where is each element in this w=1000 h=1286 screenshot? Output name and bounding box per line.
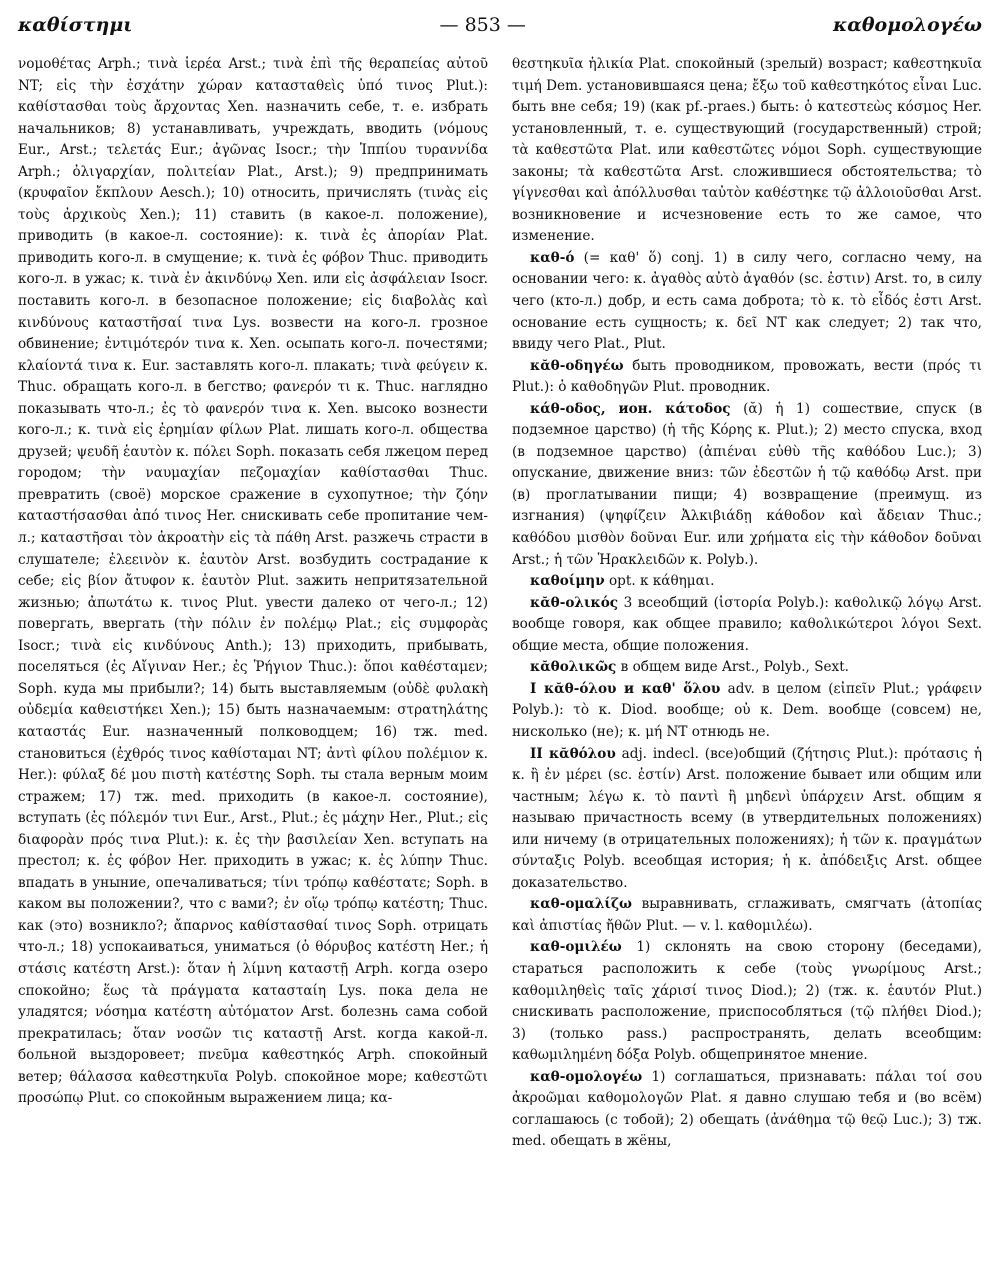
entry-headword: καθ-ομαλίζω [530, 896, 632, 913]
entry-definition: в общем виде Arst., Polyb., Sext. [620, 659, 850, 676]
entry-definition: (ᾰ) ἡ 1) сошествие, спуск (в подземное царство) (ἡ τῆς Κόρης κ. Plut.); 2) место спуска, вход (в подземное царство) (ἀπιέναι εὐθὺ τῆς καθόδου Luc.); 3) опускание, движение вниз: τῶν ἐδεστῶν ἡ τῷ καθόδῳ Arst. при (в) проглатывании пищи; 4) возвращение (преимущ. из изгнания) (ψηφίζειν Ἀλκιβιάδῃ κάθοδον καὶ ἄδειαν Thuc.; καθόδου μισθὸν δοῦναι Eur. или χρήματα εἰς τὴν κάθοδον δοῦναι Arst.; ἡ τῶν Ἡρακλειδῶν κ. Polyb.). [512, 400, 983, 568]
dictionary-entry [512, 894, 982, 937]
entry-headword: καθ-ομολογέω [530, 1068, 643, 1085]
entry-headword: κᾰθολικῶς [530, 659, 617, 676]
right-column [512, 54, 982, 1153]
header-left-headword: καθίστημι [18, 14, 133, 36]
entry-headword: καθ-ό [530, 249, 575, 266]
entry-definition: выравнивать, сглаживать, смягчать (ἀτοπίας καὶ ἀπιστίας ἤθῶν Plut. — v. l. καθομιλέω). [512, 896, 982, 934]
dictionary-entry [512, 248, 982, 356]
entry-headword: καθ-ομιλέω [530, 939, 622, 956]
dictionary-entry [512, 356, 982, 399]
dictionary-entry [512, 744, 982, 895]
entry-headword: καθοίμην [530, 573, 605, 590]
entry-definition: 1) соглашаться, признавать: πάλαι τοί σου ἀκροῶμαι καθομολογῶν Plat. я давно слушаю тебя и (во всём) соглашаюсь (с тобой); 2) обещать (ἀνάθημα τῷ θεῷ Luc.); 3) тж. med. обещать в жёны, [512, 1068, 982, 1150]
entry-headword: κᾰθ-οδηγέω [530, 357, 624, 374]
dictionary-entry [512, 593, 982, 658]
entry-definition: 3 всеобщий (ἱστορία Polyb.): καθολικῷ λόγῳ Arst. вообще говоря, как общее правило; καθολικώτεροι λόγοι Sext. общие места, общие положения. [512, 594, 982, 654]
left-column [18, 54, 488, 1153]
dictionary-entry [512, 937, 982, 1066]
entry-definition: adj. indecl. (все)общий (ζήτησις Plut.): πρότασις ἡ κ. ἢ ἐν μέρει (sc. ἐστίν) Arst. положение бывает или общим или частным; λέγω κ. τὸ παντὶ ἢ μηδενὶ ὑπάρχειν Arst. общим я называю причастность всему (в утвердительных положениях) или ничему (в отрицательных положениях); ἡ τῶν κ. πραγμάτων σύνταξις Polyb. всеобщая история; ἡ κ. ἀπόδειξις Arst. общее доказательство. [512, 745, 982, 891]
dictionary-entry [512, 1067, 982, 1153]
entry-definition: (= καθ' ὅ) conj. 1) в силу чего, согласно чему, на основании чего: κ. ἀγαθὸς αὐτὸ ἀγαθόν (sc. ἐστιν) Arst. то, в силу чего (кто-л.) добр, и есть сама доброта; τὸ κ. τὸ εἶδός ἐστι Arst. основание есть сущность; κ. δεῖ NT как следует; 2) так что, ввиду чего Plat., Plut. [512, 249, 982, 353]
entry-definition: opt. к κάθημαι. [608, 573, 715, 590]
entry-headword: κᾰθ-ολικός [530, 594, 619, 611]
entry-headword: κάθ-οδος, ион. κάτοδος [530, 400, 731, 417]
entry-definition: быть проводником, провожать, вести (πρός τι Plut.): ὁ καθοδηγῶν Plut. проводник. [512, 357, 982, 396]
header-right-headword: καθομολογέω [833, 14, 982, 36]
dictionary-entry [512, 399, 982, 571]
dictionary-entry [512, 571, 982, 593]
entry-definition: 1) склонять на свою сторону (беседами), стараться расположить к себе (τοὺς γνωρίμους Arst.; καθομιληθεὶς ταῖς χάρισί τινος Diod.); 2) (тж. κ. ἑαυτόν Plut.) снискивать расположение, приспособляться (τῷ πλήθει Diod.); 3) (только pass.) распространять, делать всеобщим: καθωμιλημένη δόξα Polyb. общепринятое мнение. [512, 939, 982, 1064]
entry-continuation: νομοθέτας Arph.; τινὰ ἱερέα Arst.; τινὰ ἐπὶ τῆς θεραπείας αὐτοῦ NT; εἰς τὴν ἐσχάτην χώραν κατασταθεὶς ὑπό τινος Plut.): καθίστασθαι τοὺς ἄρχοντας Xen. назначить себе, т. е. избрать начальников; 8) устанавливать, учреждать, вводить (νόμους Eur., Arst.; τελετάς Eur.; ἀγῶνας Isocr.; τὴν Ἱππίου τυραννίδα Arph.; ὀλιγαρχίαν, πολιτείαν Plat., Arst.); 9) предпринимать (κρυφαῖον ἔκπλουν Aesch.); 10) относить, причислять (τινὰς εἰς τοὺς ἀρχικοὺς Xen.); 11) ставить (в какое-л. положение), приводить (в какое-л. состояние): κ. τινὰ ἐς ἀπορίαν Plat. приводить кого-л. в смущение; κ. τινὰ ἐς φόβον Thuc. приводить кого-л. в ужас; κ. τινὰ ἐν ἀκινδύνῳ Xen. или εἰς ἀσφάλειαν Isocr. поставить кого-л. в безопасное положение; εἰς διαβολὰς καὶ κινδύνους καταστῆσαί τινα Lys. возвести на кого-л. грозное обвинение; ἐντιμότερόν τινα κ. Xen. осыпать кого-л. почестями; κλαίοντά τινα κ. Eur. заставлять кого-л. плакать; τινὰ φεύγειν κ. Thuc. обращать кого-л. в бегство; φανερόν τι κ. Thuc. наглядно показывать что-л.; ἐς τὸ φανερόν τινα κ. Xen. высоко вознести кого-л.; κ. τινὰ εἰς ἐρημίαν φίλων Plat. лишать кого-л. общества друзей; ψευδῆ ἑαυτὸν κ. πόλει Soph. показать себя лжецом перед городом; τὴν ναυμαχίαν πεζομαχίαν καθίστασθαι Thuc. превратить (своё) морское сражение в сухопутное; τὴν ζόην καταστήσασθαι ἀπό τινος Her. снискивать себе пропитание чем-л.; καταστῆσαι τὸν ἀκροατὴν εἰς τὰ πάθη Arst. разжечь страсти в слушателе; ἐλεεινὸν κ. ἑαυτὸν Arst. возбудить сострадание к себе; εἰς βίον ἄτυφον κ. ἑαυτὸν Plut. зажить непритязательной жизнью; ἀπωτάτω κ. τινος Plut. увести далеко от чего-л.; 12) повергать, ввергать (τὴν πόλιν ἐν πολέμῳ Plat.; εἰς συμφορὰς Isocr.; τινὰ εἰς κινδύνους Anth.); 13) приходить, прибывать, поселяться (ἐς Αἴγιναν Her.; ἐς Ῥήγιον Thuc.): ὅποι καθέσταμεν; Soph. куда мы прибыли?; 14) быть выставляемым (οὐδὲ φυλακὴ οὐδεμία καθειστήκει Xen.); 15) быть назначаемым: στρατηλάτης καταστάς Eur. назначенный полководцем; 16) тж. med. становиться (ἐχθρός τινος καθίσταμαι NT; ἀντὶ φίλου πολέμιον κ. Her.): φύλαξ δέ μου πιστὴ κατέστης Soph. ты стала верным моим стражем; 17) тж. med. приходить (в какое-л. состояние), вступать (ἐς πόλεμόν τινι Eur., Arst., Plut.; ἐς μάχην Her., Plut.; εἰς διαφορὰν πρός τινα Plut.): κ. ἐς τὴν βασιλείαν Xen. вступать на престол; κ. ἐς φόβον Her. приходить в ужас; κ. ἐς λύπην Thuc. впадать в уныние, опечаливаться; τίνι τρόπῳ καθέστατε; Soph. в каком вы положении?, что с вами?; ἐν οἵῳ τρόπῳ κατέστη; Thuc. как (это) возникло?; ἄπαρνος καθίστασθαί τινος Soph. отрицать что-л.; 18) успокаиваться, униматься (ὁ θόρυβος κατέστη Her.; ἡ στάσις κατέστη Arst.): ὅταν ἡ λίμνη καταστῇ Arph. когда озеро спокойно; ἕως τὰ πράγματα κατασταίη Lys. пока дела не уладятся; νόσημα κατέστη αὐτόματον Arst. болезнь сама собой прекратилась; ὅταν νοσῶν τις καταστῇ Arst. когда какой-л. больной выздоровеет; πνεῦμα καθεστηκός Arph. спокойный ветер; θάλασσα καθεστηκυῖα Polyb. спокойное море; καθεστῶτι προσώπῳ Plut. со спокойным выражением лица; κα- [18, 56, 488, 1107]
entry-continuation: θεστηκυῖα ἡλικία Plat. спокойный (зрелый) возраст; καθεστηκυῖα τιμή Dem. установившаяся цена; ἔξω τοῦ καθεστηκότος εἶναι Luc. быть вне себя; 19) (как pf.-praes.) быть: ὁ κατεστεὼς κόσμος Her. установленный, т. е. существующий (государственный) строй; τὰ καθεστῶτα Plat. или καθεστῶτες νόμοι Soph. существующие законы; τὰ καθεστῶτα Arst. сложившиеся обстоятельства; τὸ γίγνεσθαι καὶ ἀπόλλυσθαι ταὐτὸν καθέστηκε τῷ ἀλλοιοῦσθαι Arst. возникновение и исчезновение есть то же самое, что изменение. [512, 56, 982, 245]
page-header [18, 14, 982, 54]
entry-headword: II κᾰθόλου [530, 745, 616, 762]
dictionary-entry [512, 657, 982, 679]
entry-definition: adv. в целом (εἰπεῖν Plut.; γράφειν Polyb.): τὸ κ. Diod. вообще; οὐ κ. Dem. вообще (совсем) не, нисколько (не); κ. μή NT отнюдь не. [512, 680, 982, 740]
page-number: — 853 — [439, 14, 526, 36]
entry-headword: I κᾰθ-όλου и καθ' ὅλου [530, 680, 721, 697]
text-columns [18, 54, 982, 1153]
dictionary-entry [512, 679, 982, 744]
